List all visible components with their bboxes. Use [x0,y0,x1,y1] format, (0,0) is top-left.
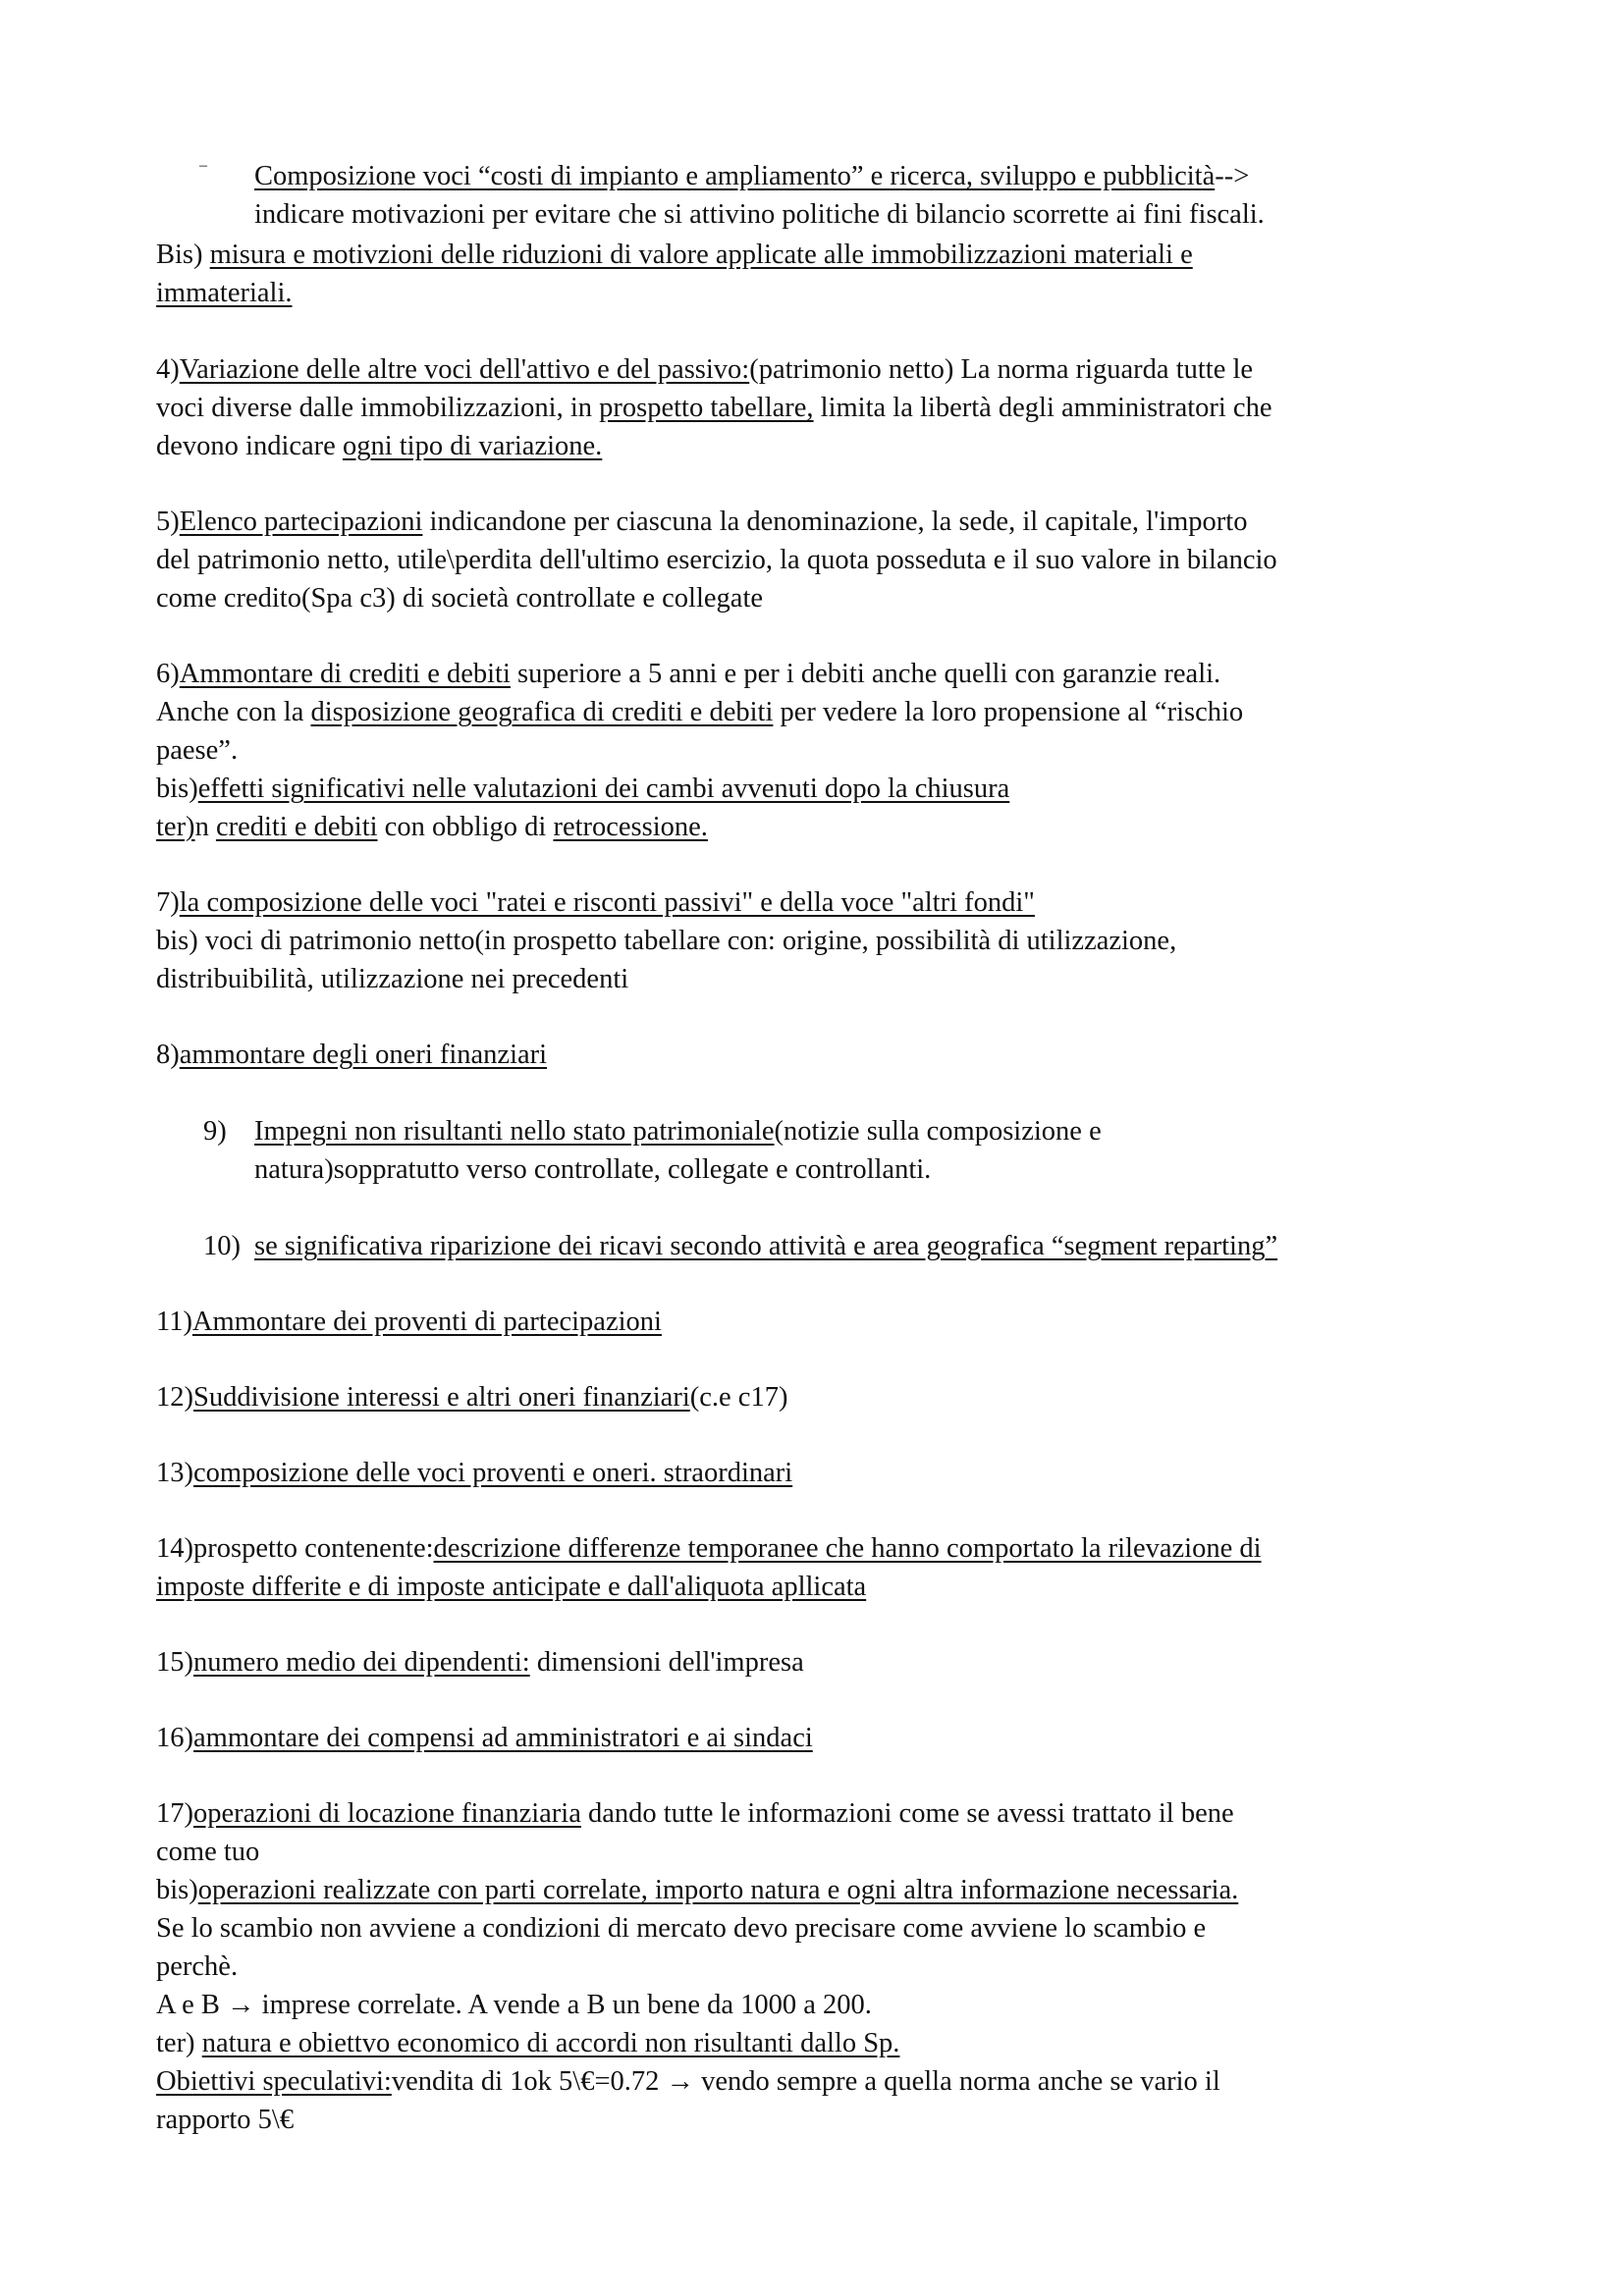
item-15: 15)numero medio dei dipendenti: dimensioni dell'impresa [156,1647,804,1678]
item-11: 11)Ammontare dei proventi di partecipazioni [156,1307,662,1337]
item-14: 14)prospetto contenente:descrizione differenze temporanee che hanno comportato la rilevazione di imposte differite e di imposte anticipate e dall'aliquota apllicata [156,1533,1262,1602]
item-8: 8)ammontare degli oneri finanziari [156,1040,548,1070]
item-7: 7)la composizione delle voci "ratei e risconti passivi" e della voce "altri fondi" bis) voci di patrimonio netto(in prospetto tabellare con: origine, possibilità di utilizzazione, distribuibilità, utilizzazione nei precedenti [156,887,1177,994]
item-16: 16)ammontare dei compensi ad amministratori e ai sindaci [156,1723,813,1753]
item-6: 6)Ammontare di crediti e debiti superiore a 5 anni e per i debiti anche quelli con garanzie reali. Anche con la disposizione geografica di crediti e debiti per vedere la loro propensione al “rischio paese”. bis)effetti significativi nelle valutazioni dei cambi avvenuti dopo la chiusura ter)n crediti e debiti con obbligo di retrocessione. [156,659,1244,842]
document-page: – Composizione voci “costi di impianto e ampliamento” e ricerca, sviluppo e pubblicità--> indicare motivazioni per evitare che si attivino politiche di bilancio scorrette ai fini fiscali. Bis) misura e motivzioni delle riduzioni di valore applicate alle immobilizzazioni materiali e immateriali. 4)Variazione delle altre voci dell'attivo e del passivo:(patrimonio netto) La norma riguarda tutte le voci diverse dalle immobilizzazioni, in prospetto tabellare, limita la libertà degli amministratori che devono indicare ogni tipo di variazione. 5)Elenco partecipazioni indicandone per ciascuna la denominazione, la sede, il capitale, l'importo del patrimonio netto, utile\perdita dell'ultimo esercizio, la quota posseduta e il suo valore in bilancio come credito(Spa c3) di società controllate e collegate 6)Ammontare di crediti e debiti superiore a 5 anni e per i debiti anche quelli con garanzie reali. Anche con la disposizione geografica di crediti e debiti per vedere la loro propensione al “rischio paese”. bis)effetti significativi nelle valutazioni dei cambi avvenuti dopo la chiusura ter)n crediti e debiti con obbligo di retrocessione. 7)la composizione delle voci "ratei e risconti passivi" e della voce "altri fondi" bis) voci di patrimonio netto(in prospetto tabellare con: origine, possibilità di utilizzazione, distribuibilità, utilizzazione nei precedenti 8)ammontare degli oneri finanziari 9) Impegni non risultanti nello stato patrimoniale(notizie sulla composizione e natura)soppratutto verso controllate, collegate e controllanti. 10) se significativa riparizione dei ricavi secondo attività e area geografica “segment reparting” 11)Ammontare dei proventi di partecipazioni 12)Suddivisione interessi e altri oneri finanziari(c.e c17) 13)composizione delle voci proventi e oneri. straordinari 14)prospetto contenente:descrizione differenze temporanee che hanno comportato la rilevazione di imposte differite e di imposte anticipate e dall'aliquota apllicata 15)numero medio dei dipendenti: dimensioni dell'impresa 16)ammontare dei compensi ad amministratori e ai sindaci 17)operazioni di locazione finanziaria dando tutte le informazioni come se avessi trattato il bene come tuo bis)operazioni realizzate con parti correlate, importo natura e ogni altra informazione necessaria. Se lo scambio non avviene a condizioni di mercato devo precisare come avviene lo scambio e perchè. A e B → imprese correlate. A vende a B un bene da 1000 a 200. ter) natura e obiettvo economico di accordi non risultanti dallo Sp. Obiettivi speculativi:vendita di 1ok 5\€=0.72 → vendo sempre a quella norma anche se vario il rapporto 5\€ [0,0,1623,2296]
dash-bullet: – [199,157,207,174]
item-17: 17)operazioni di locazione finanziaria dando tutte le informazioni come se avessi trattato il bene come tuo bis)operazioni realizzate con parti correlate, importo natura e ogni altra informazione necessaria. Se lo scambio non avviene a condizioni di mercato devo precisare come avviene lo scambio e perchè. A e B → imprese correlate. A vende a B un bene da 1000 a 200. ter) natura e obiettvo economico di accordi non risultanti dallo Sp. Obiettivi speculativi:vendita di 1ok 5\€=0.72 → vendo sempre a quella norma anche se vario il rapporto 5\€ [156,1798,1239,2135]
text-line: indicare motivazioni per evitare che si attivino politiche di bilancio scorrette ai fini fiscali. [254,199,1265,230]
item-13: 13)composizione delle voci proventi e oneri. straordinari [156,1458,793,1488]
heading-costi-impianto: Composizione voci “costi di impianto e ampliamento” e ricerca, sviluppo e pubblicità [254,161,1216,191]
item-4: 4)Variazione delle altre voci dell'attivo e del passivo:(patrimonio netto) La norma riguarda tutte le voci diverse dalle immobilizzazioni, in prospetto tabellare, limita la libertà degli amministratori che devono indicare ogni tipo di variazione. [156,354,1272,461]
item-5: 5)Elenco partecipazioni indicandone per ciascuna la denominazione, la sede, il capitale, l'importo del patrimonio netto, utile\perdita dell'ultimo esercizio, la quota posseduta e il suo valore in bilancio come credito(Spa c3) di società controllate e collegate [156,507,1277,614]
bis-riduzioni-valore: Bis) misura e motivzioni delle riduzioni di valore applicate alle immobilizzazioni materiali e immateriali. [156,240,1193,308]
item-12: 12)Suddivisione interessi e altri oneri finanziari(c.e c17) [156,1382,788,1413]
